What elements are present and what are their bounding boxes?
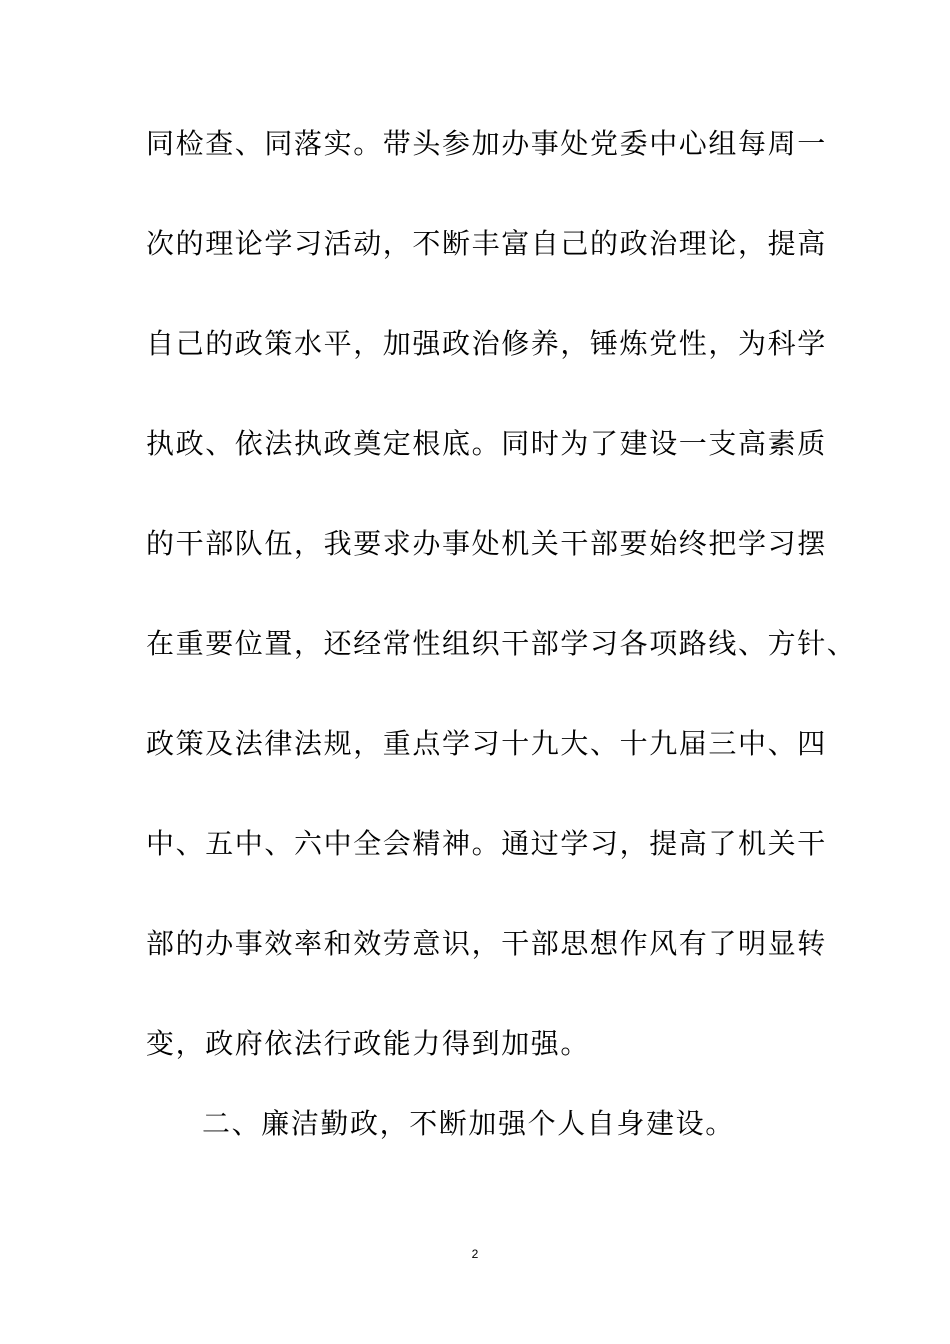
section-heading: 二、廉洁勤政，不断加强个人自身建设。 — [202, 1107, 735, 1140]
text-line: 变，政府依法行政能力得到加强。 — [146, 1027, 591, 1060]
body-paragraph — [146, 120, 857, 1120]
text-line: 同检查、同落实。带头参加办事处党委中心组每周一 — [146, 127, 827, 160]
text-line: 部的办事效率和效劳意识，干部思想作风有了明显转 — [146, 927, 827, 960]
text-line: 中、五中、六中全会精神。通过学习，提高了机关干 — [146, 827, 827, 860]
text-line: 的干部队伍，我要求办事处机关干部要始终把学习摆 — [146, 527, 827, 560]
text-line: 政策及法律法规，重点学习十九大、十九届三中、四 — [146, 727, 827, 760]
text-line: 在重要位置，还经常性组织干部学习各项路线、方针、 — [146, 627, 857, 660]
page-number: 2 — [471, 1247, 479, 1261]
text-line: 执政、依法执政奠定根底。同时为了建设一支高素质 — [146, 427, 827, 460]
text-line: 自己的政策水平，加强政治修养，锤炼党性，为科学 — [146, 327, 827, 360]
text-line: 次的理论学习活动，不断丰富自己的政治理论，提高 — [146, 227, 827, 260]
